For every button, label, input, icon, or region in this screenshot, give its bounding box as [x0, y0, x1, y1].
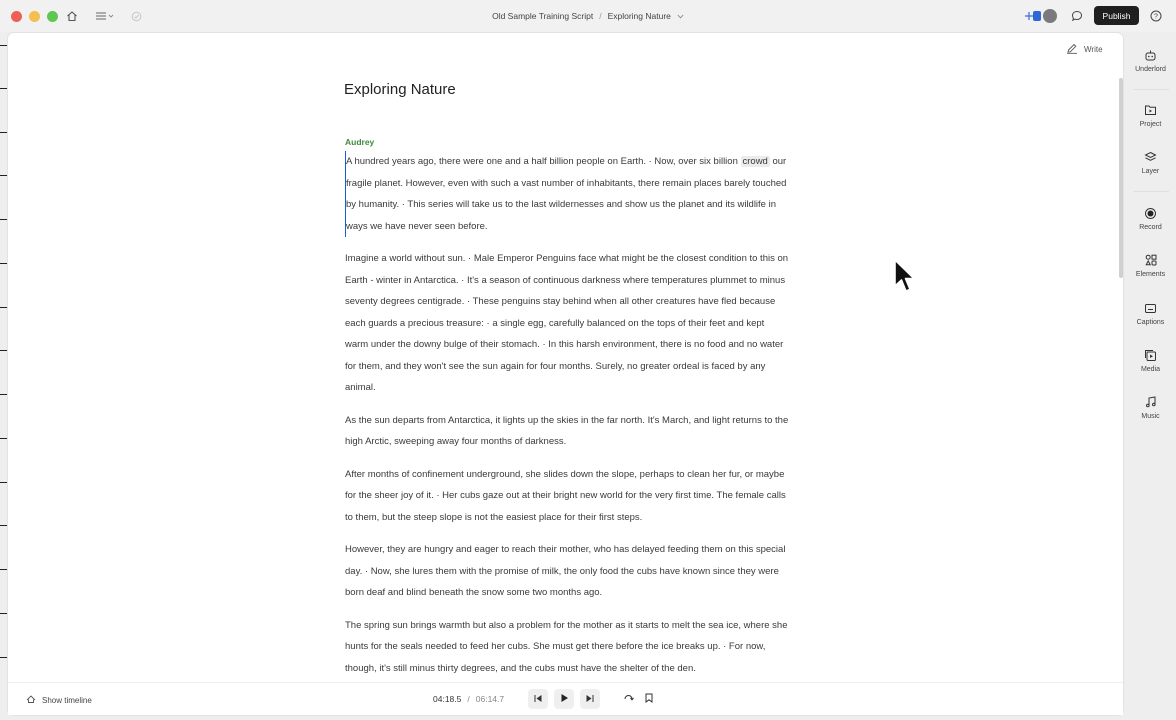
help-icon[interactable]	[1148, 8, 1164, 24]
sidebar-item-label: Elements	[1135, 271, 1166, 278]
right-sidebar	[1125, 33, 1176, 720]
maximize-window-button[interactable]	[47, 11, 58, 22]
collaborators-avatars[interactable]	[1032, 8, 1058, 24]
script-editor[interactable]	[8, 33, 1123, 715]
loop-button[interactable]	[618, 689, 638, 709]
paragraph-text: our fragile planet. However, even with such a vast number of inhabitants, there remain places barely touched by humanity. · This series will take us to the last wildernesses and show us the planet and its wildlife in ways we have never seen before.	[346, 156, 787, 232]
sidebar-item-label: Project	[1139, 121, 1162, 128]
write-button[interactable]	[1066, 43, 1103, 56]
svg-text:?: ?	[1154, 13, 1158, 21]
menu-icon[interactable]	[94, 8, 116, 24]
sidebar-divider	[1133, 89, 1169, 90]
show-timeline-label: Show timeline	[42, 695, 92, 705]
sidebar-item-label: Layer	[1141, 168, 1160, 175]
sidebar-item-underlord[interactable]	[1125, 48, 1176, 73]
record-icon	[1144, 206, 1158, 220]
comments-icon[interactable]	[1069, 8, 1085, 24]
mouse-cursor-icon	[893, 258, 917, 299]
play-button[interactable]	[554, 689, 574, 709]
breadcrumb-document[interactable]: Exploring Nature	[607, 11, 671, 21]
sidebar-item-label: Media	[1140, 366, 1161, 373]
script-content[interactable]	[345, 151, 790, 690]
sync-status-icon	[128, 8, 144, 24]
music-icon	[1144, 395, 1158, 409]
script-paragraph[interactable]: After months of confinement underground, she slides down the slope, perhaps to clean her fur, or maybe for the sheer joy of it. · Her cubs gaze out at their bright new world for the very first time. The female calls to them, but the steep slope is not the easiest place for their first steps.	[345, 468, 786, 523]
sidebar-item-captions[interactable]	[1125, 301, 1176, 326]
write-button-label: Write	[1084, 45, 1103, 54]
sidebar-item-record[interactable]	[1125, 206, 1176, 231]
skip-forward-button[interactable]	[580, 689, 600, 709]
title-bar	[0, 0, 1176, 32]
robot-icon	[1144, 48, 1158, 62]
script-paragraph[interactable]: As the sun departs from Antarctica, it lights up the skies in the far north. It's March, and light returns to the high Arctic, sweeping away four months of darkness.	[345, 414, 789, 447]
playback-time	[433, 694, 504, 704]
paragraph-text: A hundred years ago, there were one and a half billion people on Earth. · Now, over six billion	[346, 156, 741, 167]
media-icon	[1144, 348, 1158, 362]
chevron-down-icon[interactable]	[677, 11, 684, 21]
sidebar-item-layer[interactable]	[1125, 150, 1176, 175]
layers-icon	[1144, 150, 1158, 164]
captions-icon	[1144, 301, 1158, 315]
sidebar-divider	[1133, 191, 1169, 192]
sidebar-item-project[interactable]	[1125, 103, 1176, 128]
script-paragraph[interactable]: Imagine a world without sun. · Male Emperor Penguins face what might be the closest condition to this on Earth - winter in Antarctica. · It's a season of continuous darkness where temperatures plummet to minus seventy degrees centigrade. · These penguins stay behind when all other creatures have fled because each guards a precious treasure: · a single egg, carefully balanced on the tops of their feet and kept warm under the downy bulge of their stomach. · In this harsh environment, there is no food and no water for them, and they won't see the sun again for four months. Surely, no greater ordeal is faced by any animal.	[345, 253, 789, 393]
sidebar-item-media[interactable]	[1125, 348, 1176, 373]
bookmark-icon	[645, 693, 653, 705]
document-title[interactable]: Exploring Nature	[344, 81, 456, 98]
vertical-scrollbar[interactable]	[1119, 78, 1123, 278]
window-controls	[11, 11, 58, 22]
time-separator: /	[467, 694, 470, 704]
sidebar-item-label: Underlord	[1135, 66, 1166, 73]
sidebar-item-label: Record	[1139, 224, 1162, 231]
minimize-window-button[interactable]	[29, 11, 40, 22]
timeline-icon	[26, 694, 36, 706]
play-icon	[560, 693, 569, 705]
total-time: 06:14.7	[475, 694, 505, 704]
script-paragraph[interactable]	[345, 151, 790, 237]
sidebar-item-label: Captions	[1136, 319, 1165, 326]
sidebar-item-music[interactable]	[1125, 395, 1176, 420]
close-window-button[interactable]	[11, 11, 22, 22]
playback-bar	[8, 682, 1123, 715]
sidebar-item-elements[interactable]	[1125, 253, 1176, 278]
breadcrumb-project[interactable]: Old Sample Training Script	[492, 11, 594, 21]
sidebar-item-label: Music	[1141, 413, 1160, 420]
loop-icon	[623, 693, 634, 705]
skip-back-icon	[533, 694, 543, 705]
skip-back-button[interactable]	[528, 689, 548, 709]
breadcrumb	[0, 0, 1176, 32]
shapes-icon	[1144, 253, 1158, 267]
bookmark-button[interactable]	[639, 689, 659, 709]
script-paragraph[interactable]: However, they are hungry and eager to reach their mother, who has delayed feeding them on this special day. · Now, she lures them with the promise of milk, the only food the cubs have known since they were born deaf and blind beneath the snow some two months ago.	[345, 544, 786, 598]
speaker-label[interactable]: Audrey	[345, 137, 375, 147]
breadcrumb-separator: /	[599, 11, 602, 21]
highlighted-word[interactable]: crowd	[742, 156, 768, 167]
show-timeline-button[interactable]	[26, 694, 92, 706]
home-icon[interactable]	[64, 8, 80, 24]
left-ruler	[0, 32, 8, 720]
current-time: 04:18.5	[433, 694, 462, 704]
folder-icon	[1144, 103, 1158, 117]
pencil-icon	[1066, 43, 1078, 56]
skip-forward-icon	[585, 694, 595, 705]
publish-button[interactable]: Publish	[1094, 6, 1139, 25]
script-paragraph[interactable]: The spring sun brings warmth but also a problem for the mother as it starts to melt the sea ice, where she hunts for the seals needed to feed her cubs. She must get there before the ice breaks up. · For now, though, it's still minus thirty degrees, and the cubs must have the shelter of the den.	[345, 619, 788, 674]
